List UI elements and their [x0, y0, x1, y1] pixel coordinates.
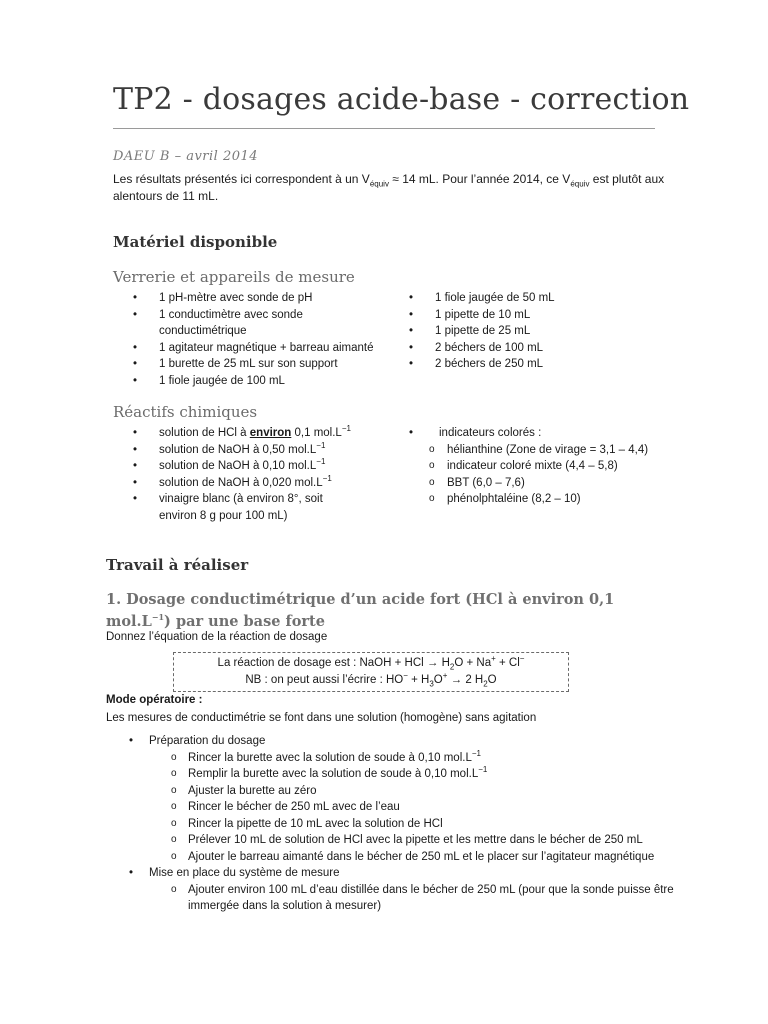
mode-text: Les mesures de conductimétrie se font dans une solution (homogène) sans agitation: [106, 712, 537, 724]
list-item: • 1 conductimètre avec sonde conductimétrique: [133, 308, 303, 337]
list-item: o Ajuster la burette au zéro: [171, 784, 317, 797]
list-item: o phénolphtaléine (8,2 – 10): [429, 493, 581, 505]
mode-title: Mode opératoire :: [106, 694, 203, 706]
title-divider: [113, 128, 655, 129]
heading-dosage: 1. Dosage conductimétrique d’un acide fort (HCl à environ 0,1 $mol.L^{-1}$) par une base forte: [106, 591, 615, 630]
list-item: • 1 agitateur magnétique + barreau aimanté: [133, 341, 374, 354]
list-item: o Remplir la burette avec la solution de soude à 0,10 $mol.L^{-1}$: [171, 765, 488, 780]
verrerie-left-list: [133, 290, 383, 389]
procedure-list: [129, 733, 674, 915]
list-item: • solution de HCl à environ 0,1 $mol.L^{-1}$: [133, 424, 351, 439]
intro-paragraph: Les résultats présentés ici correspondent à un $V_{équiv} \approx 14$ mL. Pour l’année 2014, ce $V_{équiv}$ est plutôt aux alentours de 11 mL.: [113, 172, 665, 203]
list-item: • vinaigre blanc (à environ 8°, soit environ 8 g pour 100 mL): [133, 493, 323, 522]
list-item: o Ajouter le barreau aimanté dans le bécher de 250 mL et le placer sur l’agitateur magnétique: [171, 850, 655, 863]
list-item: • 1 fiole jaugée de 50 mL: [409, 292, 555, 304]
list-item: • 1 pipette de 10 mL: [409, 308, 531, 321]
list-item: o Rincer le bécher de 250 mL avec de l’eau: [171, 801, 400, 813]
equation-line-1: La réaction de dosage est : NaOH + HCl → $H_2O + Na^+ + Cl^-$: [217, 654, 525, 672]
page-title: TP2 - dosages acide-base - correction: [113, 82, 690, 117]
list-item: • Préparation du dosage: [129, 735, 266, 747]
list-item: o Prélever 10 mL de solution de HCl avec la pipette et les mettre dans le bécher de 250 mL: [171, 834, 643, 846]
heading-reactifs: Réactifs chimiques: [113, 403, 258, 421]
page-subtitle: DAEU B – avril 2014: [113, 149, 259, 164]
list-item: • 2 béchers de 100 mL: [409, 341, 544, 354]
list-item: • 1 fiole jaugée de 100 mL: [133, 374, 285, 387]
indicateurs-list: [409, 425, 689, 508]
list-item: o Ajouter environ 100 mL d’eau distillée dans le bécher de 250 mL (pour que la sonde puisse être immergée dans la solution à mesurer): [171, 883, 674, 912]
list-item: • solution de NaOH à 0,50 $mol.L^{-1}$: [133, 440, 326, 456]
heading-materiel: Matériel disponible: [113, 233, 278, 251]
list-item: • solution de NaOH à 0,10 $mol.L^{-1}$: [133, 457, 326, 472]
list-item: • 1 pipette de 25 mL: [409, 325, 531, 337]
reactifs-list: [133, 425, 393, 524]
list-item: o hélianthine (Zone de virage = 3,1 – 4,4): [429, 443, 649, 456]
question-text: Donnez l’équation de la réaction de dosage: [106, 631, 328, 643]
list-item: o Rincer la burette avec la solution de soude à 0,10 $mol.L^{-1}$: [171, 748, 481, 764]
list-item: • indicateurs colorés :: [409, 427, 542, 439]
list-item: • solution de NaOH à 0,020 $mol.L^{-1}$: [133, 473, 332, 489]
list-item: • 2 béchers de 250 mL: [409, 358, 544, 370]
equation-line-2: NB : on peut aussi l’écrire : $HO^- + H_3O^+ \to 2$ $H_2O$: [245, 671, 497, 689]
list-item: • 1 pH-mètre avec sonde de pH: [133, 292, 313, 304]
heading-verrerie: Verrerie et appareils de mesure: [113, 268, 355, 286]
list-item: o indicateur coloré mixte (4,4 – 5,8): [429, 460, 618, 472]
list-item: o BBT (6,0 – 7,6): [429, 476, 525, 489]
list-item: o Rincer la pipette de 10 mL avec la solution de HCl: [171, 817, 443, 830]
list-item: • Mise en place du système de mesure: [129, 867, 340, 879]
list-item: • 1 burette de 25 mL sur son support: [133, 358, 338, 370]
verrerie-right-list: [409, 290, 669, 373]
equation-box: [173, 652, 569, 692]
heading-travail: Travail à réaliser: [106, 556, 249, 574]
